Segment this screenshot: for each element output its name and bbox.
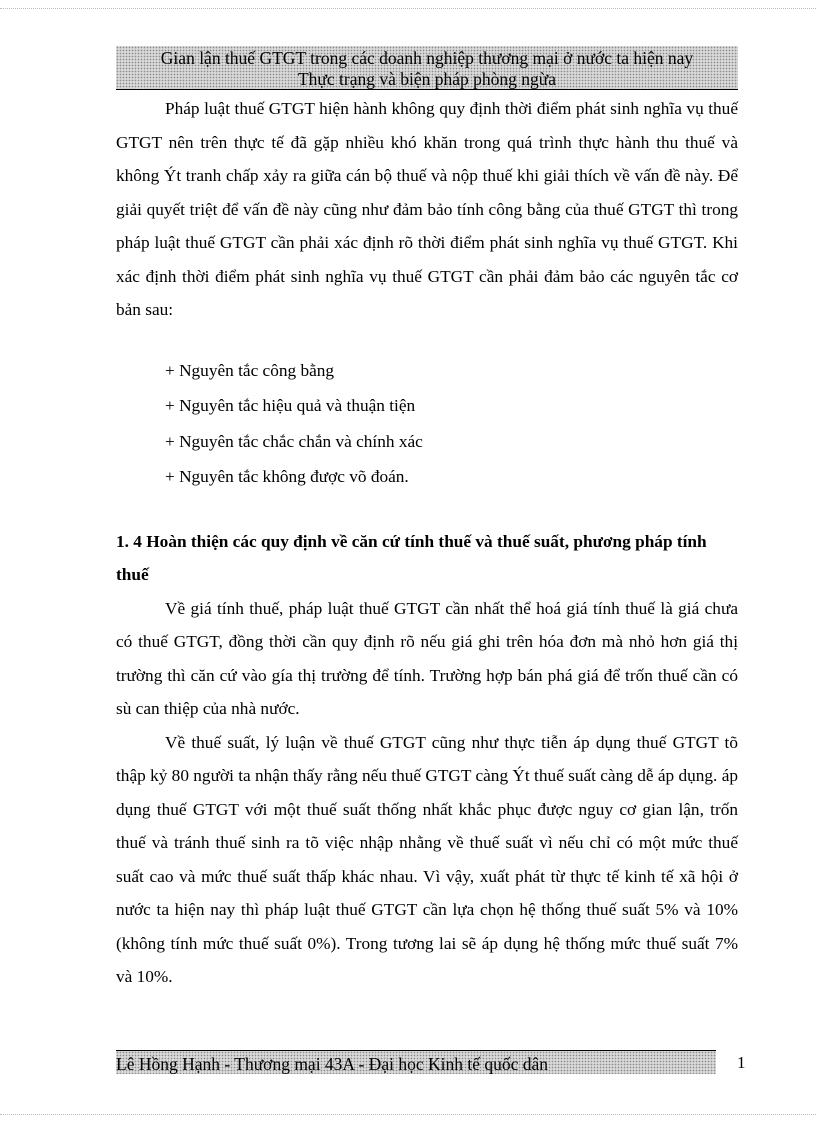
list-item: + Nguyên tắc hiệu quả và thuận tiện <box>165 396 416 415</box>
header-title: Gian lận thuế GTGT trong các doanh nghiệp thương mại ở nước ta hiện nay <box>160 48 694 68</box>
intro-paragraph: Pháp luật thuế GTGT hiện hành không quy định thời điểm phát sinh nghĩa vụ thuế GTGT nên trên thực tế đã gặp nhiều khó khăn trong quá trình thực hành thu thuế và không Ýt tranh chấp xảy ra giữa cán bộ thuế và nộp thuế khi giải thích về vấn đề này. Để giải quyết triệt để vấn đề này cũng như đảm bảo tính công bằng của thuế GTGT thì trong pháp luật thuế GTGT cần phải xác định rõ thời điểm phát sinh nghĩa vụ thuế GTGT. Khi xác định thời điểm phát sinh nghĩa vụ thuế GTGT cần phải đảm bảo các nguyên tắc cơ bản sau: <box>116 99 738 319</box>
bottom-dotted-rule <box>0 1114 816 1115</box>
running-header <box>116 46 738 90</box>
footer-author: Lê Hồng Hạnh - Thương mại 43A - Đại học Kinh tế quốc dân <box>116 1054 549 1074</box>
header-subtitle: Thực trạng và biện pháp phòng ngừa <box>297 69 557 89</box>
page-number: 1 <box>737 1053 746 1072</box>
list-item: + Nguyên tắc chắc chắn và chính xác <box>165 431 423 451</box>
section-heading: 1. 4 Hoàn thiện các quy định về căn cứ tính thuế và thuế suất, phương pháp tính thuế <box>116 531 707 584</box>
price-paragraph: Về giá tính thuế, pháp luật thuế GTGT cần nhất thể hoá giá tính thuế là giá chưa có thuế GTGT, đồng thời cần quy định rõ nếu giá ghi trên hóa đơn mà nhỏ hơn giá thị trường thì căn cứ vào gía thị trường để tính. Trường hợp bán phá giá để trốn thuế cần có sù can thiệp của nhà nước. <box>116 598 738 718</box>
top-dotted-rule <box>0 8 816 9</box>
page-body <box>116 92 738 994</box>
list-item: + Nguyên tắc không được võ đoán. <box>165 467 409 486</box>
principles-list <box>116 353 738 495</box>
list-item: + Nguyên tắc công bằng <box>165 360 335 380</box>
rate-paragraph: Về thuế suất, lý luận về thuế GTGT cũng như thực tiễn áp dụng thuế GTGT tõ thập kỷ 80 người ta nhận thấy rằng nếu thuế GTGT càng Ýt thuế suất càng dễ áp dụng. áp dụng thuế GTGT với một thuế suất thống nhất khắc phục được nguy cơ gian lận, trốn thuế và tránh thuế sinh ra tõ việc nhập nhằng về thuế suất vì nếu chỉ có một mức thuế suất cao và mức thuế suất thấp khác nhau. Vì vậy, xuất phát từ thực tế kinh tế xã hội ở nước ta hiện nay thì pháp luật thuế GTGT cần lựa chọn hệ thống thuế suất 5% và 10% (không tính mức thuế suất 0%). Trong tương lai sẽ áp dụng hệ thống mức thuế suất 7% và 10%. <box>116 732 738 986</box>
running-footer <box>116 1050 716 1074</box>
